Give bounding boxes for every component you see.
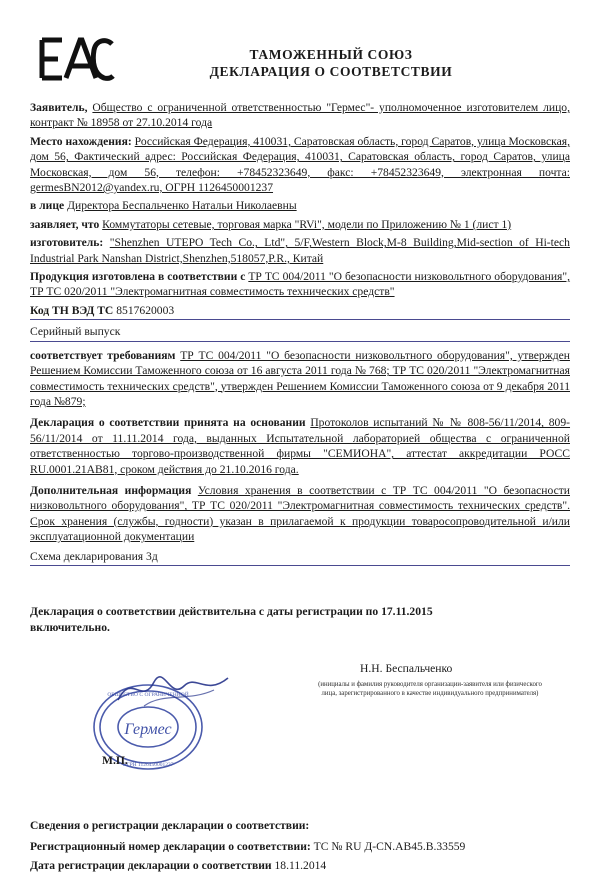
svg-text:Гермес: Гермес bbox=[124, 720, 172, 738]
field-serial-label: Серийный выпуск bbox=[30, 325, 121, 339]
registration-number-value: ТС № RU Д-CN.АВ45.В.33559 bbox=[313, 839, 466, 853]
field-code bbox=[30, 303, 570, 320]
field-scheme-value: 3д bbox=[146, 549, 158, 563]
title-line-1: ТАМОЖЕННЫЙ СОЮЗ bbox=[249, 47, 413, 62]
field-manufacturer bbox=[30, 235, 570, 266]
field-conformity bbox=[30, 348, 570, 410]
validity-statement bbox=[30, 604, 570, 636]
registration-block bbox=[30, 816, 570, 875]
field-applicant-value: Общество с ограниченной ответственностью "Гермес"- уполномоченное изготовителем лицо, контракт № 18958 от 27.10.2014 года bbox=[30, 101, 570, 130]
field-address-value: Российская Федерация, 410031, Саратовская область, город Саратов, улица Московская, дом 56, Фактический адрес: Российская Федерация, 410031, Саратовская область, город Саратов, улица Московская, дом 56, телефон: +78452323649, факс: +78452323649, электронная почта: germesBN2012@yandex.ru, ОГРН 1126450001237 bbox=[30, 134, 571, 195]
registration-number-row bbox=[30, 837, 570, 856]
validity-date: 17.11.2015 bbox=[381, 604, 433, 618]
field-person-value: Директора Беспальченко Натальи Николаевны bbox=[67, 199, 297, 213]
field-person-label: в лице bbox=[30, 199, 65, 213]
document-header bbox=[30, 34, 570, 82]
field-declares-value: Коммутаторы сетевые, торговая марка "RVi", модели по Приложению № 1 (лист 1) bbox=[102, 217, 512, 231]
validity-suffix: включительно. bbox=[30, 620, 110, 634]
field-serial bbox=[30, 324, 570, 341]
title-line-2: ДЕКЛАРАЦИЯ О СООТВЕТСТВИИ bbox=[209, 64, 453, 79]
field-product-made-label: Продукция изготовлена в соответствии с bbox=[30, 270, 246, 284]
field-address bbox=[30, 134, 570, 196]
seal-place-label: М.П. bbox=[102, 753, 128, 767]
field-additional bbox=[30, 483, 570, 545]
registration-date-row bbox=[30, 856, 570, 875]
field-code-value: 8517620003 bbox=[116, 303, 175, 317]
field-declares-label: заявляет, что bbox=[30, 217, 100, 231]
field-scheme bbox=[30, 549, 570, 566]
field-additional-value: Условия хранения в соответствии с ТР ТС 004/2011 "О безопасности низковольтного оборудования", ТР ТС 020/2011 "Электромагнитная совместимость технических средств". Срок хранения (службы, годности) указан в прилагаемой к продукции товаросопроводительной и/или эксплуатационной документации bbox=[30, 483, 570, 544]
field-conformity-label: соответствует требованиям bbox=[30, 348, 176, 362]
field-manufacturer-value: "Shenzhen UTEPO Tech Co., Ltd", 5/F,Western Block,M-8 Building,Mid-section of Hi-tech Industrial Park Nanshan District,Shenzhen,518057,P.R., Китай bbox=[30, 236, 570, 265]
handwritten-signature-icon bbox=[114, 666, 234, 712]
eac-conformity-mark-icon bbox=[30, 34, 122, 82]
field-product-made bbox=[30, 269, 570, 300]
field-applicant bbox=[30, 100, 570, 131]
field-scheme-label: Схема декларирования bbox=[30, 549, 144, 563]
field-person bbox=[30, 198, 570, 213]
field-basis-value: Протоколов испытаний № № 808-56/11/2014, 809-56/11/2014 от 11.11.2014 года, выданных Испытательной лабораторией общества с ограниченной ответственностью торгово-производственной фирмы "СЕМИОНА", аттестат аккредитации РОСС RU.0001.21АВ81, сроком действия до 21.10.2016 года. bbox=[30, 416, 571, 476]
field-applicant-label: Заявитель, bbox=[30, 101, 88, 114]
svg-text:ОГРН 1126450001237: ОГРН 1126450001237 bbox=[122, 761, 174, 768]
field-product-made-value: ТР ТС 004/2011 "О безопасности низковольтного оборудования", ТР ТС 020/2011 "Электромагнитная совместимость технических средств" bbox=[30, 270, 571, 299]
signature-area bbox=[30, 662, 570, 812]
field-code-label: Код ТН ВЭД ТС bbox=[30, 303, 114, 317]
field-address-label: Место нахождения: bbox=[30, 134, 132, 148]
field-manufacturer-label: изготовитель: bbox=[30, 236, 104, 250]
field-conformity-value: ТР ТС 004/2011 "О безопасности низковольтного оборудования", утвержден Решением Комиссии Таможенного союза от 16 августа 2011 года № 768; ТР ТС 020/2011 "Электромагнитная совместимость технических средств", утвержден Решением Комиссии Таможенного союза от 9 декабря 2011 года №879; bbox=[30, 348, 570, 408]
validity-label: Декларация о соответствии действительна с даты регистрации по bbox=[30, 604, 379, 618]
registration-heading: Сведения о регистрации декларации о соответствии: bbox=[30, 818, 310, 832]
svg-text:ОБЩЕСТВО С ОГРАНИЧЕННОЙ: ОБЩЕСТВО С ОГРАНИЧЕННОЙ bbox=[107, 691, 189, 698]
field-additional-label: Дополнительная информация bbox=[30, 483, 192, 497]
signatory-caption-line-1: (инициалы и фамилия руководителя организации-заявителя или физического bbox=[318, 680, 542, 688]
field-declares bbox=[30, 217, 570, 232]
signatory-name: Н.Н. Беспальченко bbox=[360, 661, 453, 675]
registration-date-label: Дата регистрации декларации о соответствии bbox=[30, 858, 272, 872]
signatory-caption-line-2: лица, зарегистрированного в качестве индивидуального предпринимателя) bbox=[321, 689, 539, 697]
document-title bbox=[122, 34, 570, 80]
registration-number-label: Регистрационный номер декларации о соответствии: bbox=[30, 839, 311, 853]
signatory-caption bbox=[280, 680, 580, 698]
field-basis bbox=[30, 415, 570, 477]
field-basis-label: Декларация о соответствии принята на основании bbox=[30, 416, 306, 430]
registration-date-value: 18.11.2014 bbox=[274, 858, 327, 872]
